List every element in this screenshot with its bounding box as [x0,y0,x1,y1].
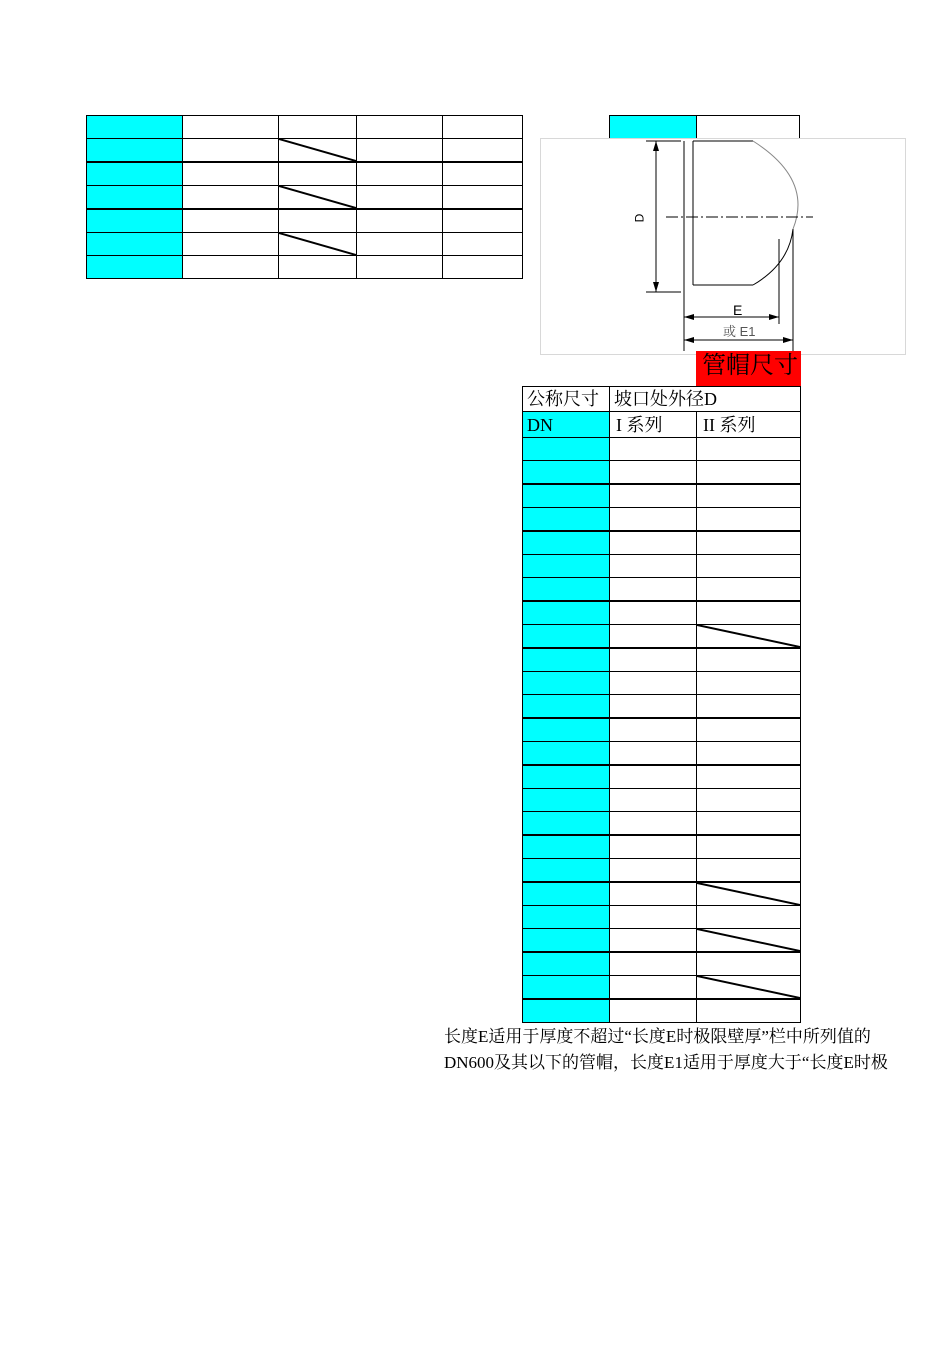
main-table-cell-series-1 [609,741,697,765]
header-cell-series-1 [609,411,697,438]
small-table-cell [278,232,357,256]
main-table-cell-series-1 [609,835,697,859]
main-table-cell-dn [522,694,610,718]
small-table-cell [86,232,183,256]
small-table-cell [278,138,357,162]
main-table-cell-series-2 [696,577,801,601]
small-table-cell [278,209,357,233]
header-cell-series-2 [696,411,801,438]
main-table-cell-dn [522,531,610,555]
small-table-cell [442,138,523,162]
main-table-cell-series-2 [696,765,801,789]
main-table-cell-series-2 [696,999,801,1023]
pipe-cap-drawing [540,138,906,355]
main-table-cell-series-1 [609,788,697,812]
small-table-cell [86,162,183,186]
main-table-cell-series-2 [696,858,801,882]
small-table-cell [86,209,183,233]
small-table-cell [182,138,279,162]
main-table-cell-series-2 [696,671,801,695]
main-table-cell-series-2 [696,648,801,672]
header-cell-nominal-size [522,386,610,412]
small-table-cell [86,138,183,162]
main-table-cell-dn [522,648,610,672]
diagonal-strike [279,233,356,255]
main-table-cell-series-2 [696,694,801,718]
main-table-cell-dn [522,554,610,578]
diagonal-strike [697,976,800,998]
main-table-cell-series-2 [696,882,801,906]
diagonal-strike [697,929,800,951]
main-table-cell-series-1 [609,928,697,952]
small-table-cell [86,185,183,209]
small-table-cell [356,115,443,139]
main-table-cell-dn [522,811,610,835]
main-table-cell-dn [522,928,610,952]
dimension-label-e1: 或 E1 [723,324,756,339]
small-table-cell [278,115,357,139]
main-table-cell-series-2 [696,554,801,578]
main-table-cell-series-2 [696,601,801,625]
note-line-2: DN600及其以下的管帽，长度E1适用于厚度大于“长度E时极 [444,1053,888,1072]
table-title: 管帽尺寸 [696,351,801,386]
main-table-cell-series-2 [696,460,801,484]
main-table-cell-series-1 [609,460,697,484]
main-table-cell-series-1 [609,905,697,929]
diagonal-strike [697,625,800,647]
main-table-cell-series-1 [609,694,697,718]
small-table-cell [442,209,523,233]
main-table-cell-dn [522,484,610,508]
main-table-cell-series-2 [696,741,801,765]
header-dn-label: DN [527,415,553,435]
main-table-cell-series-1 [609,765,697,789]
main-table-cell-series-1 [609,437,697,461]
diagonal-strike [279,186,356,208]
main-table-cell-series-2 [696,835,801,859]
header-series-2-label: II 系列 [703,415,756,435]
main-table-cell-series-1 [609,952,697,976]
dimension-label-d: D [632,213,647,223]
main-table-cell-dn [522,952,610,976]
main-table-cell-series-1 [609,648,697,672]
main-table-cell-series-2 [696,811,801,835]
main-table-cell-series-1 [609,858,697,882]
small-table-cell [86,255,183,279]
top-right-cell-cyan [609,115,697,139]
main-table-cell-series-1 [609,601,697,625]
main-table-cell-series-2 [696,952,801,976]
header-nominal-size-label: 公称尺寸 [527,389,599,409]
main-table-cell-dn [522,718,610,742]
main-table-cell-series-1 [609,811,697,835]
main-table-cell-dn [522,788,610,812]
small-table-cell [442,185,523,209]
main-table-cell-dn [522,858,610,882]
main-table-cell-series-2 [696,928,801,952]
main-table-cell-dn [522,460,610,484]
main-table-cell-series-1 [609,507,697,531]
main-table-cell-series-2 [696,507,801,531]
main-table-cell-series-1 [609,882,697,906]
main-table-cell-series-1 [609,999,697,1023]
small-table-cell [356,185,443,209]
small-table-cell [356,162,443,186]
header-series-1-label: I 系列 [616,415,663,435]
header-outer-diameter-label: 坡口处外径D [614,389,717,409]
header-cell-dn [522,411,610,438]
main-table-cell-dn [522,577,610,601]
small-table-cell [182,209,279,233]
main-table-cell-series-2 [696,718,801,742]
note-line-1: 长度E适用于厚度不超过“长度E时极限壁厚”栏中所列值的 [444,1027,871,1046]
small-table-cell [182,162,279,186]
main-table-cell-series-1 [609,624,697,648]
small-table-cell [442,255,523,279]
main-table-cell-dn [522,624,610,648]
small-table-cell [182,185,279,209]
small-table-cell [442,115,523,139]
main-table-cell-dn [522,765,610,789]
main-table-cell-series-2 [696,624,801,648]
main-table-cell-series-2 [696,788,801,812]
main-table-cell-dn [522,437,610,461]
top-right-cell-blank [696,115,800,139]
main-table-cell-series-2 [696,531,801,555]
small-table-cell [278,162,357,186]
small-table-cell [356,232,443,256]
main-table-cell-dn [522,999,610,1023]
diagonal-strike [697,883,800,905]
small-table-cell [356,209,443,233]
main-table-cell-series-1 [609,671,697,695]
main-table-cell-dn [522,975,610,999]
main-table-cell-dn [522,741,610,765]
small-table-cell [182,232,279,256]
main-table-cell-dn [522,882,610,906]
diagonal-strike [279,139,356,161]
dimension-label-e: E [733,302,743,318]
small-table-cell [356,255,443,279]
small-table-cell [442,232,523,256]
main-table-cell-series-1 [609,718,697,742]
small-table-cell [442,162,523,186]
main-table-cell-series-1 [609,577,697,601]
main-table-cell-dn [522,671,610,695]
main-table-cell-series-2 [696,905,801,929]
small-table-cell [86,115,183,139]
main-table-cell-dn [522,507,610,531]
small-table-cell [278,255,357,279]
main-table-cell-series-1 [609,975,697,999]
header-cell-outer-diameter [609,386,801,412]
main-table-cell-series-2 [696,484,801,508]
main-table-cell-series-1 [609,484,697,508]
main-table-cell-series-2 [696,975,801,999]
main-table-cell-dn [522,835,610,859]
small-table-cell [278,185,357,209]
small-table-cell [356,138,443,162]
main-table-cell-dn [522,905,610,929]
main-table-cell-series-1 [609,554,697,578]
main-table-cell-dn [522,601,610,625]
small-table-cell [182,255,279,279]
small-table-cell [182,115,279,139]
main-table-cell-series-2 [696,437,801,461]
main-table-cell-series-1 [609,531,697,555]
